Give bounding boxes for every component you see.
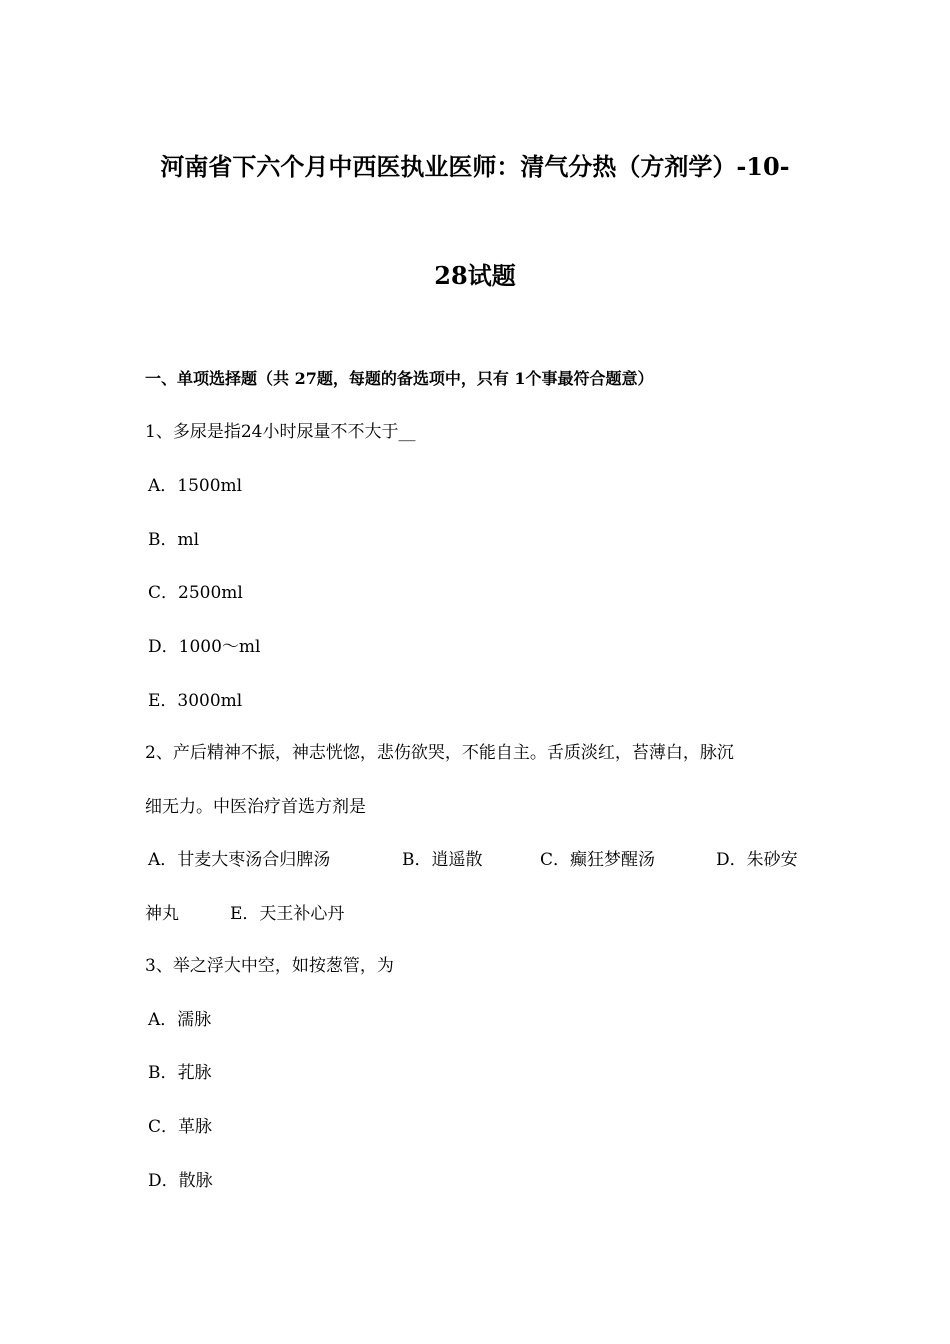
question-1-stem: 1、多尿是指24小时尿量不不大于__ [145,422,416,442]
question-2-option-a: A．甘麦大枣汤合归脾汤 [148,850,331,870]
question-2-option-e: E．天王补心丹 [230,904,345,924]
question-3-stem: 3、举之浮大中空，如按葱管，为 [145,956,394,976]
question-1-option-e: E．3000ml [148,691,243,711]
question-2-option-b: B．逍遥散 [402,850,483,870]
question-1-option-d: D．1000～ml [148,637,261,657]
question-3-option-b: B．芤脉 [148,1063,212,1083]
question-1-option-c: C．2500ml [148,583,243,603]
question-3-option-c: C．革脉 [148,1117,213,1137]
question-3-option-a: A．濡脉 [148,1010,212,1030]
question-2-option-c: C．癫狂梦醒汤 [540,850,656,870]
question-2-stem-line-1: 2、产后精神不振，神志恍惚，悲伤欲哭，不能自主。舌质淡红，苔薄白，脉沉 [145,743,734,763]
question-1-option-b: B．ml [148,530,200,550]
question-2-option-d-part-1: D．朱砂安 [716,850,798,870]
page-title-line-2: 28试题 [434,261,516,290]
section-heading: 一、单项选择题（共 27题，每题的备选项中，只有 1个事最符合题意） [145,369,654,388]
question-1-option-a: A．1500ml [148,476,243,496]
question-2-option-d-part-2: 神丸 [145,904,179,924]
question-2-stem-line-2: 细无力。中医治疗首选方剂是 [145,797,366,817]
question-3-option-d: D．散脉 [148,1171,213,1191]
page-title-line-1: 河南省下六个月中西医执业医师：清气分热（方剂学）-10- [160,152,790,181]
